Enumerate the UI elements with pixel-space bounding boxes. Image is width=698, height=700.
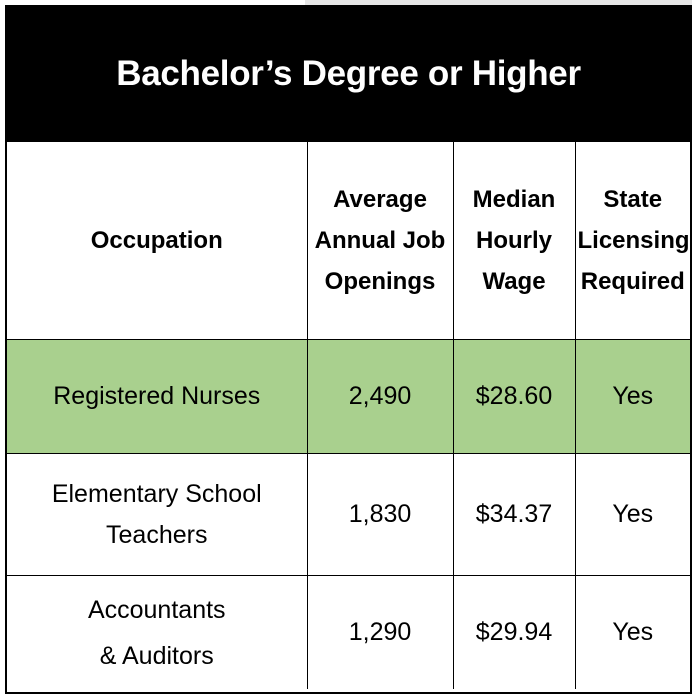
jobs-grid [7, 141, 690, 689]
cell-occupation [7, 454, 307, 576]
table-title: Bachelor’s Degree or Higher [116, 54, 581, 93]
header-openings-line-1: Average [333, 186, 427, 213]
title-bar [7, 7, 690, 141]
jobs-table [5, 5, 692, 694]
cell-licensing: Yes [575, 340, 690, 454]
cell-openings: 1,290 [307, 576, 453, 690]
header-wage [453, 142, 575, 340]
occupation-line-2: Teachers [106, 520, 208, 549]
cell-wage: $28.60 [453, 340, 575, 454]
table-row-accountants [7, 576, 690, 690]
cell-licensing: Yes [575, 454, 690, 576]
cell-occupation [7, 576, 307, 690]
occupation-line-1: Accountants [87, 595, 226, 624]
header-wage-line-2: Hourly [475, 227, 552, 254]
header-occupation-label: Occupation [90, 227, 223, 254]
header-openings-line-3: Openings [324, 268, 436, 295]
cell-openings: 2,490 [307, 340, 453, 454]
cell-openings: 1,830 [307, 454, 453, 576]
cell-wage: $34.37 [453, 454, 575, 576]
header-row [7, 142, 690, 340]
header-occupation [7, 142, 307, 340]
header-openings-line-2: Annual Job [314, 227, 446, 254]
header-wage-line-3: Wage [482, 268, 546, 295]
header-wage-line-1: Median [472, 186, 556, 213]
header-openings [307, 142, 453, 340]
header-licensing-line-2: Licensing [577, 227, 690, 254]
cell-wage: $29.94 [453, 576, 575, 690]
table-row-registered-nurses [7, 340, 690, 454]
cell-licensing: Yes [575, 576, 690, 690]
occupation-line-1: Elementary School [51, 479, 262, 508]
table-row-elementary-teachers [7, 454, 690, 576]
cell-occupation [7, 340, 307, 454]
occupation-line: Registered Nurses [53, 382, 261, 410]
occupation-line-2: & Auditors [99, 641, 214, 670]
header-licensing-line-3: Required [580, 268, 685, 295]
header-licensing-line-1: State [603, 186, 663, 213]
header-licensing [575, 142, 690, 340]
